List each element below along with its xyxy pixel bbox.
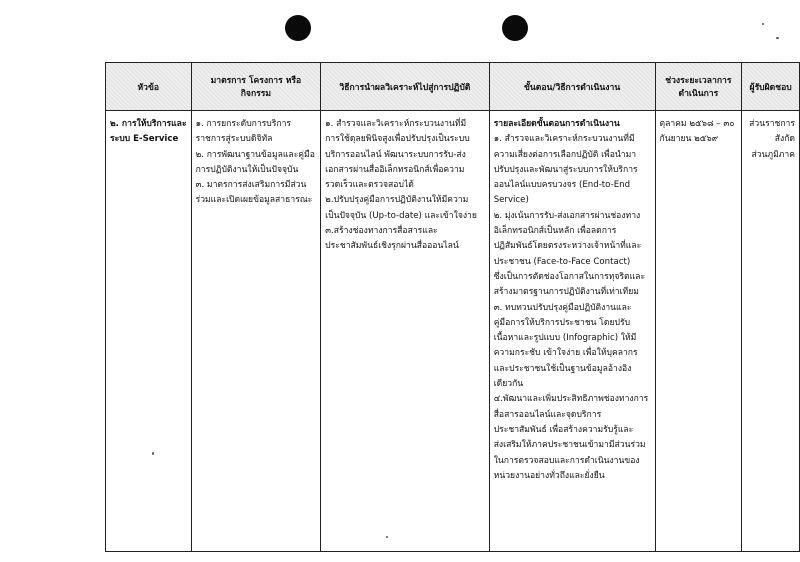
steps-heading: รายละเอียดขั้นตอนการดำเนินงาน	[493, 119, 620, 129]
text-line: ปฏิสัมพันธ์โดยตรงระหว่างเจ้าหน้าที่และ	[493, 241, 642, 252]
text-line: เป็นปัจจุบัน (Up-to-date) และเข้าใจง่าย	[325, 210, 477, 221]
binder-hole-right	[502, 15, 528, 41]
text-line: ปรับปรุงและพัฒนาสู่ระบบการให้บริการ	[493, 164, 638, 175]
text-line: ๒. การให้บริการและ	[110, 119, 187, 129]
text-line: กันยายน ๒๕๖๙	[659, 134, 718, 145]
text-line: ๒. การพัฒนาฐานข้อมูลและคู่มือ	[195, 149, 315, 160]
text-line: ในการตรวจสอบและการดำเนินงานของ	[493, 455, 640, 466]
text-line: ส่งเสริมให้ภาคประชาชนเข้ามามีส่วนร่วม	[493, 440, 646, 451]
text-line: ๒.ปรับปรุงคู่มือการปฏิบัติงานให้มีความ	[325, 195, 469, 206]
header-methods: วิธีการนำผลวิเคราะห์ไปสู่การปฏิบัติ	[321, 63, 490, 111]
text-line: สื่อสารออนไลน์และจุดบริการ	[493, 409, 602, 420]
action-plan-table	[105, 62, 800, 552]
text-line: Service)	[493, 195, 529, 206]
header-owner: ผู้รับผิดชอบ	[742, 63, 800, 111]
text-line: ส่วนภูมิภาค	[751, 149, 795, 160]
text-line: ๓.สร้างช่องทางการสื่อสารและ	[325, 226, 438, 237]
text-line: ราชการสู่ระบบดิจิทัล	[195, 134, 273, 145]
cell-methods	[321, 111, 490, 552]
header-steps: ขั้นตอน/วิธีการดำเนินงาน	[489, 63, 655, 111]
table-header-row	[106, 63, 800, 111]
text-line: ๓. มาตรการส่งเสริมการมีส่วน	[195, 180, 307, 191]
text-line: การใช้ดุลยพินิจสูงเพื่อปรับปรุงเป็นระบบ	[325, 134, 470, 145]
header-measures: มาตรการ โครงการ หรือกิจกรรม	[191, 63, 321, 111]
text-line: ส่วนราชการ	[749, 119, 795, 129]
header-topic: หัวข้อ	[106, 63, 192, 111]
text-line: ร่วมและเปิดเผยข้อมูลสาธารณะ	[195, 195, 313, 206]
cell-steps	[489, 111, 655, 552]
text-line: ประชาชน (Face-to-Face Contact)	[493, 256, 631, 267]
text-line: ๒. มุ่งเน้นการรับ-ส่งเอกสารผ่านช่องทาง	[493, 210, 641, 221]
text-line: ๓. ทบทวนปรับปรุงคู่มือปฏิบัติงานและ	[493, 302, 632, 313]
text-line: เดียวกัน	[493, 379, 524, 390]
text-line: ๔.พัฒนาและเพิ่มประสิทธิภาพช่องทางการ	[493, 394, 649, 405]
text-line: ประชาสัมพันธ์ เพื่อสร้างความรับรู้และ	[493, 424, 634, 435]
text-line: สังกัด	[774, 134, 795, 145]
text-line: ตุลาคม ๒๕๖๘ – ๓๐	[659, 119, 735, 129]
cell-topic	[106, 111, 192, 552]
cell-period	[655, 111, 742, 552]
text-line: ๑. สำรวจและวิเคราะห์กระบวนงานที่มี	[325, 119, 467, 129]
text-line: ซึ่งเป็นการตัดช่องโอกาสในการทุจริตและ	[493, 271, 646, 282]
text-line: สร้างมาตรฐานการปฏิบัติงานที่เท่าเทียม	[493, 287, 639, 298]
text-line: บริการออนไลน์ พัฒนาระบบการรับ-ส่ง	[325, 149, 466, 160]
text-line: เอกสารผ่านสื่ออิเล็กทรอนิกส์เพื่อความ	[325, 164, 465, 175]
text-line: รวดเร็วและตรวจสอบได้	[325, 180, 414, 191]
text-line: ๑. สำรวจและวิเคราะห์กระบวนงานที่มี	[493, 134, 635, 145]
text-line: ออนไลน์แบบครบวงจร (End-to-End	[493, 180, 631, 191]
text-line: ระบบ E-Service	[110, 134, 179, 145]
text-line: คู่มือการให้บริการประชาชน โดยปรับ	[493, 317, 631, 328]
cell-owner	[742, 111, 800, 552]
text-line: ประชาสัมพันธ์เชิงรุกผ่านสื่อออนไลน์	[325, 241, 459, 252]
text-line: ความกระชับ เข้าใจง่าย เพื่อให้บุคลากร	[493, 348, 638, 359]
text-line: การปฏิบัติงานให้เป็นปัจจุบัน	[195, 164, 299, 175]
text-line: และประชาชนใช้เป็นฐานข้อมูลอ้างอิง	[493, 363, 632, 374]
binder-hole-left	[285, 15, 311, 41]
scan-speck	[776, 37, 779, 39]
table-row	[106, 111, 800, 552]
cell-measures	[191, 111, 321, 552]
scan-speck	[762, 23, 764, 25]
text-line: เนื้อหาและรูปแบบ (Infographic) ให้มี	[493, 333, 637, 344]
text-line: อิเล็กทรอนิกส์เป็นหลัก เพื่อลดการ	[493, 226, 617, 237]
text-line: หน่วยงานอย่างทั่วถึงและยั่งยืน	[493, 470, 605, 481]
text-line: ความเสี่ยงต่อการเลือกปฏิบัติ เพื่อนำมา	[493, 149, 637, 160]
header-period: ช่วงระยะเวลาการดำเนินการ	[655, 63, 742, 111]
text-line: ๑. การยกระดับการบริการ	[195, 119, 292, 129]
